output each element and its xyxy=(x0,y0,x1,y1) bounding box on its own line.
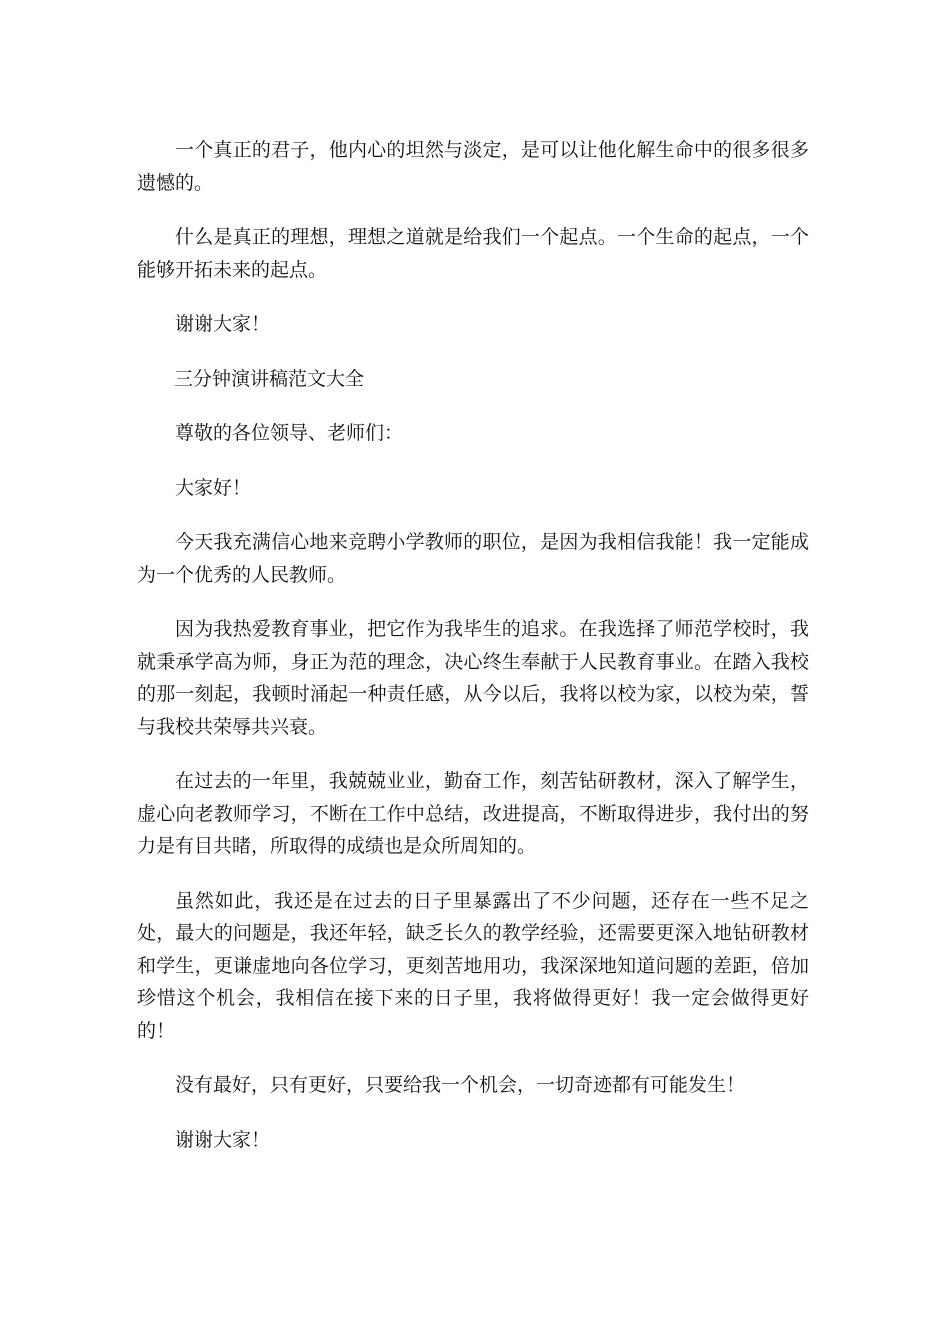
paragraph-junzi: 一个真正的君子，他内心的坦然与淡定，是可以让他化解生命中的很多很多遗憾的。 xyxy=(137,139,809,194)
speech-thanks: 谢谢大家！ xyxy=(175,1128,271,1151)
speech-paragraph-1: 今天我充满信心地来竞聘小学教师的职位，是因为我相信我能！我一定能成为一个优秀的人民教师。 xyxy=(137,531,809,586)
speech-paragraph-5: 没有最好，只有更好，只要给我一个机会，一切奇迹都有可能发生！ xyxy=(175,1074,746,1096)
paragraph-thanks-1: 谢谢大家！ xyxy=(175,313,271,335)
speech-paragraph-3: 在过去的一年里，我兢兢业业，勤奋工作，刻苦钻研教材，深入了解学生，虚心向老教师学习，不断在工作中总结，改进提高，不断取得进步，我付出的努力是有目共睹，所取得的成绩也是众所周知的。 xyxy=(137,770,809,857)
section-title: 三分钟演讲稿范文大全 xyxy=(174,367,365,390)
paragraph-lixiang: 什么是真正的理想，理想之道就是给我们一个起点。一个生命的起点，一个能够开拓未来的起点。 xyxy=(137,226,809,281)
speech-greeting: 大家好！ xyxy=(175,476,252,499)
speech-paragraph-2: 因为我热爱教育事业，把它作为我毕生的追求。在我选择了师范学校时，我就秉承学高为师，身正为范的理念，决心终生奉献于人民教育事业。在踏入我校的那一刻起，我顿时涌起一种责任感，从今以后，我将以校为家，以校为荣，誓与我校共荣辱共兴衰。 xyxy=(137,618,809,738)
document-body xyxy=(137,134,809,1178)
speech-paragraph-4: 虽然如此，我还是在过去的日子里暴露出了不少问题，还存在一些不足之处，最大的问题是，我还年轻，缺乏长久的教学经验，还需要更深入地钻研教材和学生，更谦虚地向各位学习，更刻苦地用功，我深深地知道问题的差距，倍加珍惜这个机会，我相信在接下来的日子里，我将做得更好！我一定会做得更好的！ xyxy=(137,889,809,1042)
speech-salutation: 尊敬的各位领导、老师们： xyxy=(175,422,404,444)
